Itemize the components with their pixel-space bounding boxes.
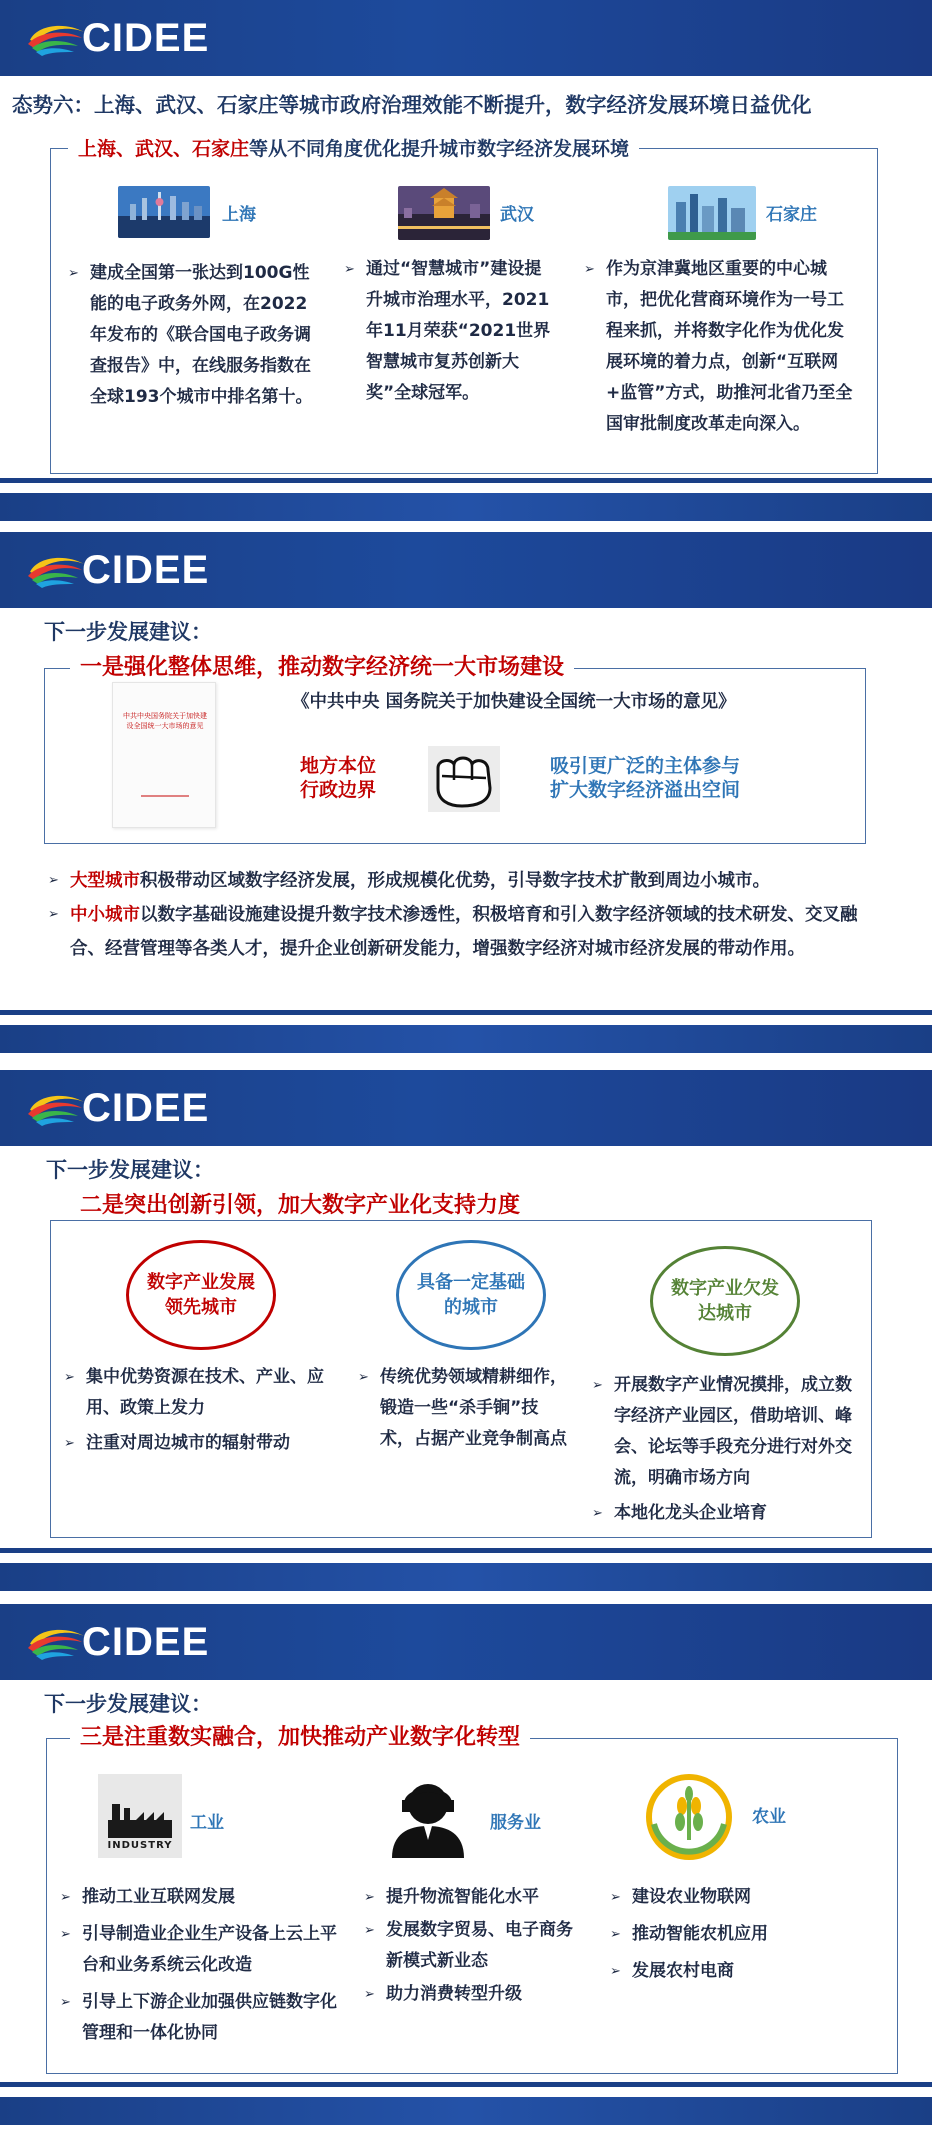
shijiazhuang-bullet: ➢ 作为京津冀地区重要的中心城市，把优化营商环境作为一号工程来抓，并将数字化作为优化发展环境的着力点，创新“互联网+监管”方式，助推河北省乃至全国审批制度改革走向深入。: [584, 254, 856, 440]
circle-leading-city: 数字产业发展领先城市: [126, 1240, 276, 1350]
slide3-subtitle: 下一步发展建议：: [46, 1158, 214, 1182]
slide-4: [0, 1604, 932, 2132]
brand-text: CIDEE: [82, 1619, 210, 1664]
frame-title-rest: 等从不同角度优化提升城市数字经济发展环境: [249, 138, 630, 160]
brand-text: CIDEE: [82, 15, 210, 60]
slide2-subtitle: 下一步发展建议：: [44, 620, 212, 644]
header-banner: [0, 0, 932, 76]
industry-bullet: ➢ 推动工业互联网发展: [60, 1882, 340, 1913]
basic-city-column: [358, 1362, 568, 1455]
left-label-line1: 地方本位: [300, 755, 377, 777]
slide4-frame-title: 三是注重数实融合，加快推动产业数字化转型: [70, 1720, 530, 1751]
slide-2: [0, 532, 932, 1062]
header-banner: [0, 532, 932, 608]
agriculture-column: [610, 1882, 850, 1987]
right-label: [550, 754, 740, 802]
text-small-city: 以数字基础设施建设提升数字技术渗透性，积极培育和引入数字经济领域的技术研发、交叉融合、经营管理等各类人才，提升企业创新研发能力，增强数字经济对城市经济发展的带动作用。: [70, 905, 858, 959]
city-label-shijiazhuang: 石家庄: [766, 205, 817, 225]
shanghai-bullet: ➢ 建成全国第一张达到100G性能的电子政务外网，在2022年发布的《联合国电子政务调查报告》中，在线服务指数在全球193个城市中排名第十。: [68, 258, 318, 413]
industry-bullet: ➢ 引导上下游企业加强供应链数字化管理和一体化协同: [60, 1987, 340, 2049]
swoosh-icon: [26, 18, 88, 58]
cidee-logo: [26, 16, 209, 60]
industry-icon-text: INDUSTRY: [107, 1840, 173, 1851]
brand-text: CIDEE: [82, 1085, 210, 1130]
doc-cover-text: 中共中央国务院关于加快建设全国统一大市场的意见: [123, 712, 207, 730]
right-label-line2: 扩大数字经济溢出空间: [550, 779, 741, 801]
leading-city-bullet: ➢ 注重对周边城市的辐射带动: [64, 1428, 344, 1459]
slide-1: [0, 0, 932, 520]
shanghai-column: [68, 258, 318, 413]
circle-underdeveloped-city: 数字产业欠发达城市: [650, 1246, 800, 1356]
fist-icon: [428, 746, 500, 812]
industry-column: [60, 1882, 340, 2049]
text-large-city: 积极带动区域数字经济发展，形成规模化优势，引导数字技术扩散到周边小城市。: [140, 871, 770, 891]
sector-label-service: 服务业: [490, 1813, 541, 1833]
swoosh-icon: [26, 1622, 88, 1662]
cidee-logo: [26, 1086, 209, 1130]
slide3-frame-title: 二是突出创新引领，加大数字产业化支持力度: [70, 1188, 530, 1219]
right-label-line1: 吸引更广泛的主体参与: [550, 755, 741, 777]
leading-city-bullet: ➢ 集中优势资源在技术、产业、应用、政策上发力: [64, 1362, 344, 1424]
cidee-logo: [26, 1620, 209, 1664]
agriculture-icon: [644, 1772, 734, 1862]
highlight-large-city: 大型城市: [70, 871, 140, 891]
underdeveloped-city-bullet: ➢ 本地化龙头企业培育: [592, 1498, 862, 1529]
basic-city-bullet: ➢ 传统优势领域精耕细作，锻造一些“杀手锏”技术，占据产业竞争制高点: [358, 1362, 568, 1455]
left-label-line2: 行政边界: [300, 779, 377, 801]
service-bullet: ➢ 提升物流智能化水平: [364, 1882, 584, 1913]
industry-icon: [98, 1774, 182, 1858]
shijiazhuang-photo: [668, 186, 756, 240]
wuhan-photo: [398, 186, 490, 240]
leading-city-column: [64, 1362, 344, 1459]
city-label-wuhan: 武汉: [500, 205, 534, 225]
left-label: [300, 754, 376, 802]
slide4-subtitle: 下一步发展建议：: [44, 1692, 212, 1716]
circle-basic-city: 具备一定基础的城市: [396, 1240, 546, 1350]
slide1-headline: 态势六：上海、武汉、石家庄等城市政府治理效能不断提升，数字经济发展环境日益优化: [12, 93, 812, 117]
shanghai-photo: [118, 186, 210, 238]
swoosh-icon: [26, 1088, 88, 1128]
bullet-large-city: [48, 864, 878, 898]
service-icon: [384, 1774, 472, 1858]
slide2-frame-title: 一是强化整体思维，推动数字经济统一大市场建设: [70, 650, 574, 681]
doc-cover: [112, 682, 216, 828]
service-bullet: ➢ 发展数字贸易、电子商务新模式新业态: [364, 1915, 584, 1977]
slide1-frame-title: [68, 134, 639, 161]
highlight-small-city: 中小城市: [70, 905, 140, 925]
frame-title-cities: 上海、武汉、石家庄: [78, 138, 250, 160]
industry-bullet: ➢ 引导制造业企业生产设备上云上平台和业务系统云化改造: [60, 1919, 340, 1981]
underdeveloped-city-column: [592, 1370, 862, 1529]
cidee-logo: [26, 548, 209, 592]
underdeveloped-city-bullet: ➢ 开展数字产业情况摸排，成立数字经济产业园区，借助培训、峰会、论坛等手段充分进行对外交流，明确市场方向: [592, 1370, 862, 1494]
doc-title: 《中共中央 国务院关于加快建设全国统一大市场的意见》: [292, 692, 736, 712]
slide-3: [0, 1070, 932, 1600]
sector-label-industry: 工业: [190, 1813, 224, 1833]
brand-text: CIDEE: [82, 547, 210, 592]
bullet-small-city: [48, 898, 878, 966]
agriculture-bullet: ➢ 推动智能农机应用: [610, 1919, 850, 1950]
header-banner: [0, 1070, 932, 1146]
shijiazhuang-column: [584, 254, 856, 440]
slide2-bullets: [48, 864, 878, 966]
service-bullet: ➢ 助力消费转型升级: [364, 1979, 584, 2010]
agriculture-bullet: ➢ 建设农业物联网: [610, 1882, 850, 1913]
service-column: [364, 1882, 584, 2010]
wuhan-bullet: ➢ 通过“智慧城市”建设提升城市治理水平，2021年11月荣获“2021世界智慧城市复苏创新大奖”全球冠军。: [344, 254, 554, 409]
sector-label-agriculture: 农业: [752, 1807, 786, 1827]
city-label-shanghai: 上海: [222, 205, 256, 225]
header-banner: [0, 1604, 932, 1680]
wuhan-column: [344, 254, 554, 409]
swoosh-icon: [26, 550, 88, 590]
agriculture-bullet: ➢ 发展农村电商: [610, 1956, 850, 1987]
